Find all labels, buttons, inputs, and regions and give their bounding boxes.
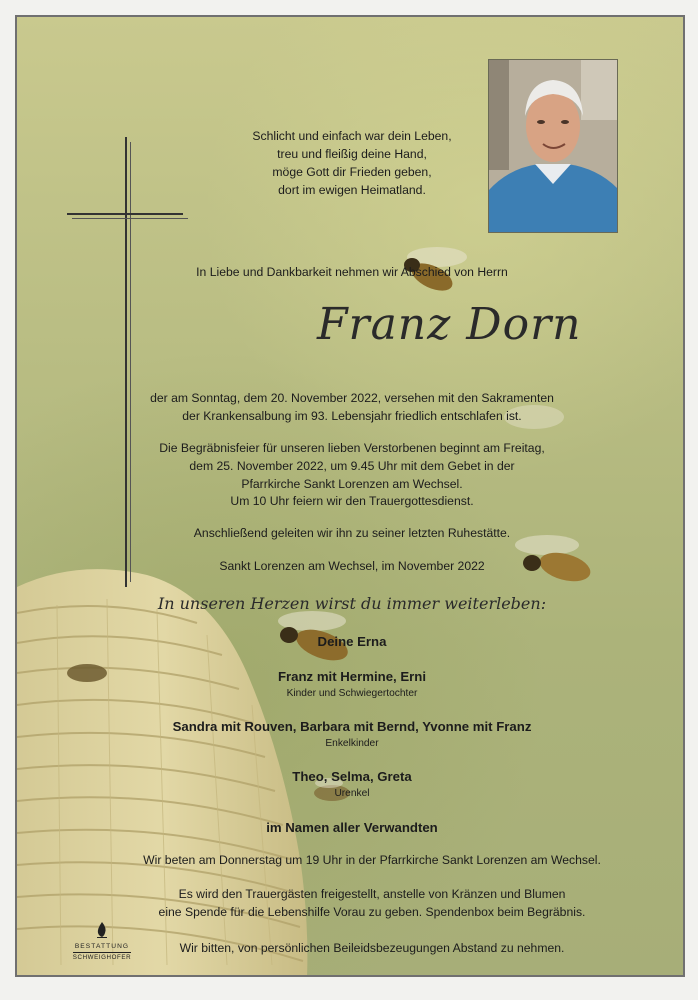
portrait-photo — [488, 59, 618, 233]
verse-line: möge Gott dir Frieden geben, — [272, 165, 432, 179]
obituary-card — [15, 15, 685, 977]
mourner-names: Franz mit Hermine, Erni — [277, 669, 427, 684]
memorial-verse — [222, 127, 482, 199]
logo-divider — [73, 952, 131, 953]
verse-line: treu und fleißig deine Hand, — [277, 147, 427, 161]
cross-horizontal — [67, 213, 183, 215]
mourner-names: Deine Erna — [317, 634, 387, 649]
donation-note-line: eine Spende für die Lebenshilfe Vorau zu geben. Spendenbox beim Begräbnis. — [158, 905, 586, 919]
mourner-relation: Enkelkinder — [325, 738, 379, 749]
funeral-text-line: dem 25. November 2022, um 9.45 Uhr mit dem Gebet in der — [189, 459, 515, 473]
donation-note-line: Es wird den Trauergästen freigestellt, anstelle von Kränzen und Blumen — [178, 887, 566, 901]
condolence-note: Wir bitten, von persönlichen Beileidsbezeugungen Abstand zu nehmen. — [179, 941, 565, 955]
funeral-text-line: Die Begräbnisfeier für unseren lieben Verstorbenen beginnt am Freitag, — [159, 441, 545, 455]
verse-line: dort im ewigen Heimatland. — [278, 183, 426, 197]
funeral-text-line: Pfarrkirche Sankt Lorenzen am Wechsel. — [241, 477, 463, 491]
mourner-names: Theo, Selma, Greta — [292, 769, 412, 784]
flame-icon — [95, 922, 109, 938]
burial-text: Anschließend geleiten wir ihn zu seiner letzten Ruhestätte. — [193, 526, 511, 540]
prayer-note: Wir beten am Donnerstag um 19 Uhr in der Pfarrkirche Sankt Lorenzen am Wechsel. — [143, 853, 601, 867]
cross-horizontal-shadow — [72, 218, 188, 219]
death-text-line: der Krankensalbung im 93. Lebensjahr friedlich entschlafen ist. — [182, 409, 522, 423]
mourner-relation: Urenkel — [334, 788, 370, 799]
verse-line: Schlicht und einfach war dein Leben, — [252, 129, 452, 143]
funeral-text-line: Um 10 Uhr feiern wir den Trauergottesdienst. — [230, 494, 474, 508]
intro-text: In Liebe und Dankbarkeit nehmen wir Abschied von Herrn — [196, 265, 508, 279]
logo-line-2: SCHWEIGHOFER — [72, 954, 132, 961]
mourner-relation: Kinder und Schwiegertochter — [286, 688, 418, 699]
logo-line-1: BESTATTUNG — [74, 943, 130, 950]
mourner-names: im Namen aller Verwandten — [266, 820, 438, 835]
cross-vertical — [125, 137, 127, 587]
cross-vertical-shadow — [130, 142, 131, 582]
death-text-line: der am Sonntag, dem 20. November 2022, versehen mit den Sakramenten — [150, 391, 554, 405]
mourner-names: Sandra mit Rouven, Barbara mit Bernd, Yvonne mit Franz — [172, 719, 532, 734]
place-date: Sankt Lorenzen am Wechsel, im November 2022 — [219, 559, 485, 573]
motto: In unseren Herzen wirst du immer weiterleben: — [157, 594, 547, 613]
funeral-home-logo — [69, 922, 135, 962]
deceased-name: Franz Dorn — [317, 299, 582, 350]
